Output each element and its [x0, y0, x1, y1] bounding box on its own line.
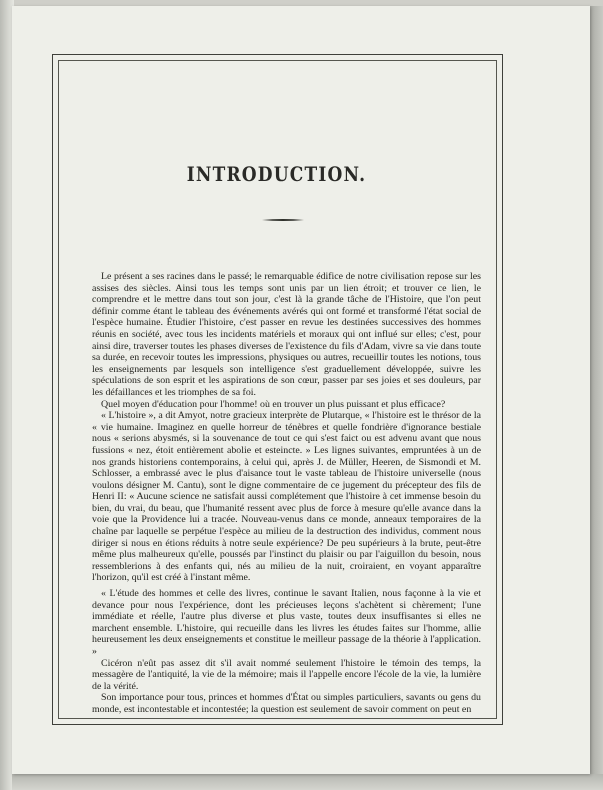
paragraph: « L'étude des hommes et celle des livres, continue le savant Italien, nous façonne à la vie et devance pour nous l'expérience, dont les précieuses leçons s'achètent si chèrement; l'une immédiate et réelle, l'autre plus diverse et plus vaste, toutes deux insuffisantes si elles ne marchent ensemble. L'histoire, qui recueille dans les livres les études faites sur l'homme, allie heureusement les deux enseignements et constitue le meilleur passage de la théorie à l'application. »: [92, 588, 481, 657]
paragraph: « L'histoire », a dit Amyot, notre gracieux interprète de Plutarque, « l'histoire est le thrésor de la « vie humaine. Imaginez en quelle horreur de ténèbres et quelle fondrière d'ignorance bestiale nous « serions abysmés, si la souvenance de tout ce qui s'est faict ou est advenu avant que nous fussions « nez, étoit entièrement abolie et esteincte. » Les lignes suivantes, empruntées à un de nos grands historiens contemporains, à celui qui, après J. de Müller, Heeren, de Sismondi et M. Schlosser, a embrassé avec le plus d'aisance tout le vaste tableau de l'histoire universelle (nous voulons désigner M. Cantu), sont le digne commentaire de ce jugement du précepteur des fils de Henri II: « Aucune science ne satisfait aussi complétement que l'histoire à cet immense besoin du bien, du vrai, du beau, que l'humanité ressent avec plus de force à mesure qu'elle avance dans la voie que la Providence lui a tracée. Nouveau-venus dans ce monde, anneaux temporaires de la chaîne par laquelle se perpétue l'espèce au milieu de la destruction des individus, comment nous diriger si nous en étions réduits à notre seule expérience? De peu supérieurs à la brute, peut-être même plus malheureux qu'elle, poussés par l'instinct du plaisir ou par l'aiguillon du besoin, nous ressemblerions à des enfants qui, nés au milieu de la nuit, croiraient, en voyant apparaître l'horizon, qu'il est créé à l'instant même.: [92, 410, 481, 584]
body-text: [92, 271, 481, 716]
paragraph: Cicéron n'eût pas assez dit s'il avait nommé seulement l'histoire le témoin des temps, la messagère de l'antiquité, la vie de la mémoire; mais il l'appelle encore l'école de la vie, la lumière de la vérité.: [92, 657, 481, 692]
paragraph: Son importance pour tous, princes et hommes d'État ou simples particuliers, savants ou gens du monde, est incontestable et incontestée; la question est seulement de savoir comment on peut en: [92, 692, 481, 715]
page-edge-shadow-bottom: [12, 774, 603, 790]
page-title: INTRODUCTION.: [186, 163, 367, 187]
page-edge-shadow-right: [590, 6, 603, 790]
ornament-rule-icon: [262, 218, 304, 222]
paragraph: Quel moyen d'éducation pour l'homme! où en trouver un plus puissant et plus efficace?: [101, 398, 446, 410]
paragraph: Le présent a ses racines dans le passé; le remarquable édifice de notre civilisation repose sur les assises des siècles. Ainsi tous les temps sont unis par un lien étroit; et trouver ce lien, le comprendre et le mettre dans tout son jour, c'est là la grande tâche de l'Histoire, que l'on peut définir comme étant le tableau des événements avérés qui ont formé et transformé l'état social de l'espèce humaine. Étudier l'histoire, c'est passer en revue les destinées successives des hommes réunis en société, avec tous les incidents matériels et moraux qui ont influé sur elles; c'est, pour ainsi dire, traverser toutes les phases diverses de l'existence du fils d'Adam, vivre sa vie dans toute sa durée, en recevoir toutes les impressions, physiques ou autres, recueillir toutes les notions, tous les enseignements par lesquels son intelligence s'est graduellement développée, suivre les spéculations de son esprit et les aspirations de son cœur, passer par ses joies et ses douleurs, par les défaillances et les triomphes de sa foi.: [92, 271, 481, 398]
